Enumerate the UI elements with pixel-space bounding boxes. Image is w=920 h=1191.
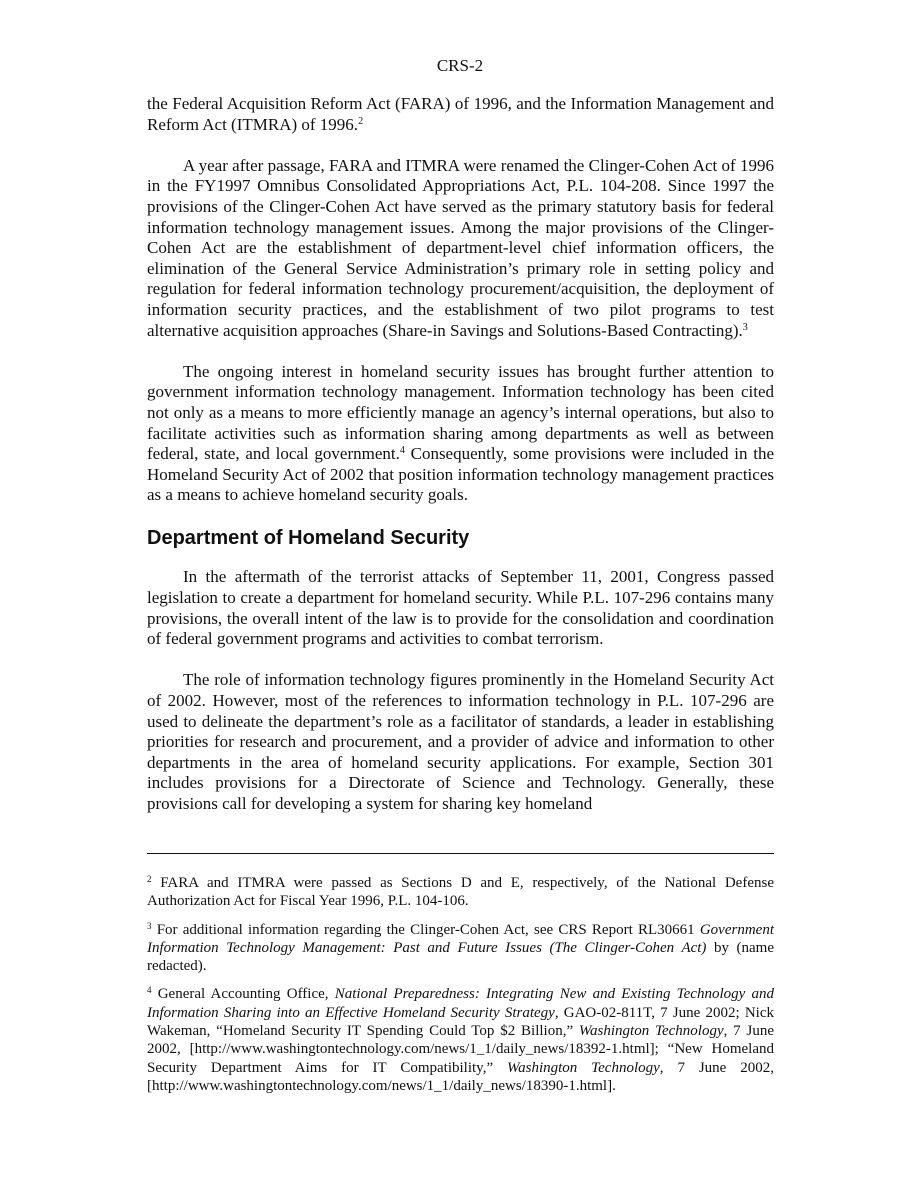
paragraph-1: the Federal Acquisition Reform Act (FARA) of 1996, and the Information Management and Reform Act (ITMRA) of 1996.$^2$ — [147, 94, 774, 134]
paragraph-3: The ongoing interest in homeland security issues has brought further attention to government information technology management. Information technology has been cited not only as a means to more efficiently manage an agency’s internal operations, but also to facilitate activities such as information sharing among departments as well as between federal, state, and local government.$^4$ Consequently, some provisions were included in the Homeland Security Act of 2002 that position information technology management practices as a means to achieve homeland security goals. — [147, 361, 774, 505]
footnote-ref-4: 4 — [399, 445, 405, 457]
footnotes — [147, 874, 774, 1105]
footnote-3: $^3$ For additional information regarding the Clinger-Cohen Act, see CRS Report RL30661 Government Information Technology Management: Past and Future Issues (The Clinger-Cohen Act) by (name redacted). — [147, 920, 774, 975]
footnote-4: $^4$ General Accounting Office, National Preparedness: Integrating New and Existing Technology and Information Sharing into an Effective Homeland Security Strategy, GAO-02-811T, 7 June 2002; Nick Wakeman, “Homeland Security IT Spending Could Top $2 Billion,” Washington Technology, 7 June 2002, [http://www.washingtontechnology.com/news/1_1/daily_news/18392-1.html]; “New Homeland Security Department Aims for IT Compatibility,” Washington Technology, 7 June 2002, [http://www.washingtontechnology.com/news/1_1/daily_news/18390-1.html]. — [147, 985, 774, 1094]
section-heading: Department of Homeland Security — [147, 527, 470, 550]
footnote-ref-3: 3 — [742, 321, 748, 333]
page-header: CRS-2 — [436, 56, 484, 75]
body-text — [147, 94, 774, 835]
paragraph-4: In the aftermath of the terrorist attacks of September 11, 2001, Congress passed legislation to create a department for homeland security. While P.L. 107-296 contains many provisions, the overall intent of the law is to provide for the consolidation and coordination of federal government programs and activities to combat terrorism. — [147, 567, 774, 649]
footnote-ref-2: 2 — [358, 115, 364, 127]
footnote-2: $^2$ FARA and ITMRA were passed as Sections D and E, respectively, of the National Defense Authorization Act for Fiscal Year 1996, P.L. 104-106. — [147, 874, 774, 910]
paragraph-5: The role of information technology figures prominently in the Homeland Security Act of 2002. However, most of the references to information technology in P.L. 107-296 are used to delineate the department’s role as a facilitator of standards, a leader in establishing priorities for research and procurement, and a provider of advice and information to other departments in the area of homeland security applications. For example, Section 301 includes provisions for a Directorate of Science and Technology. Generally, these provisions call for developing a system for sharing key homeland — [147, 670, 774, 813]
paragraph-2: A year after passage, FARA and ITMRA were renamed the Clinger-Cohen Act of 1996 in the FY1997 Omnibus Consolidated Appropriations Act, P.L. 104-208. Since 1997 the provisions of the Clinger-Cohen Act have served as the primary statutory basis for federal information technology management issues. Among the major provisions of the Clinger-Cohen Act are the establishment of department-level chief information officers, the elimination of the General Service Administration’s primary role in setting policy and regulation for federal information technology procurement/acquisition, the deployment of information security practices, and the establishment of two pilot programs to test alternative acquisition approaches (Share-in Savings and Solutions-Based Contracting).$^3$ — [147, 155, 774, 340]
footnote-divider — [147, 853, 774, 854]
